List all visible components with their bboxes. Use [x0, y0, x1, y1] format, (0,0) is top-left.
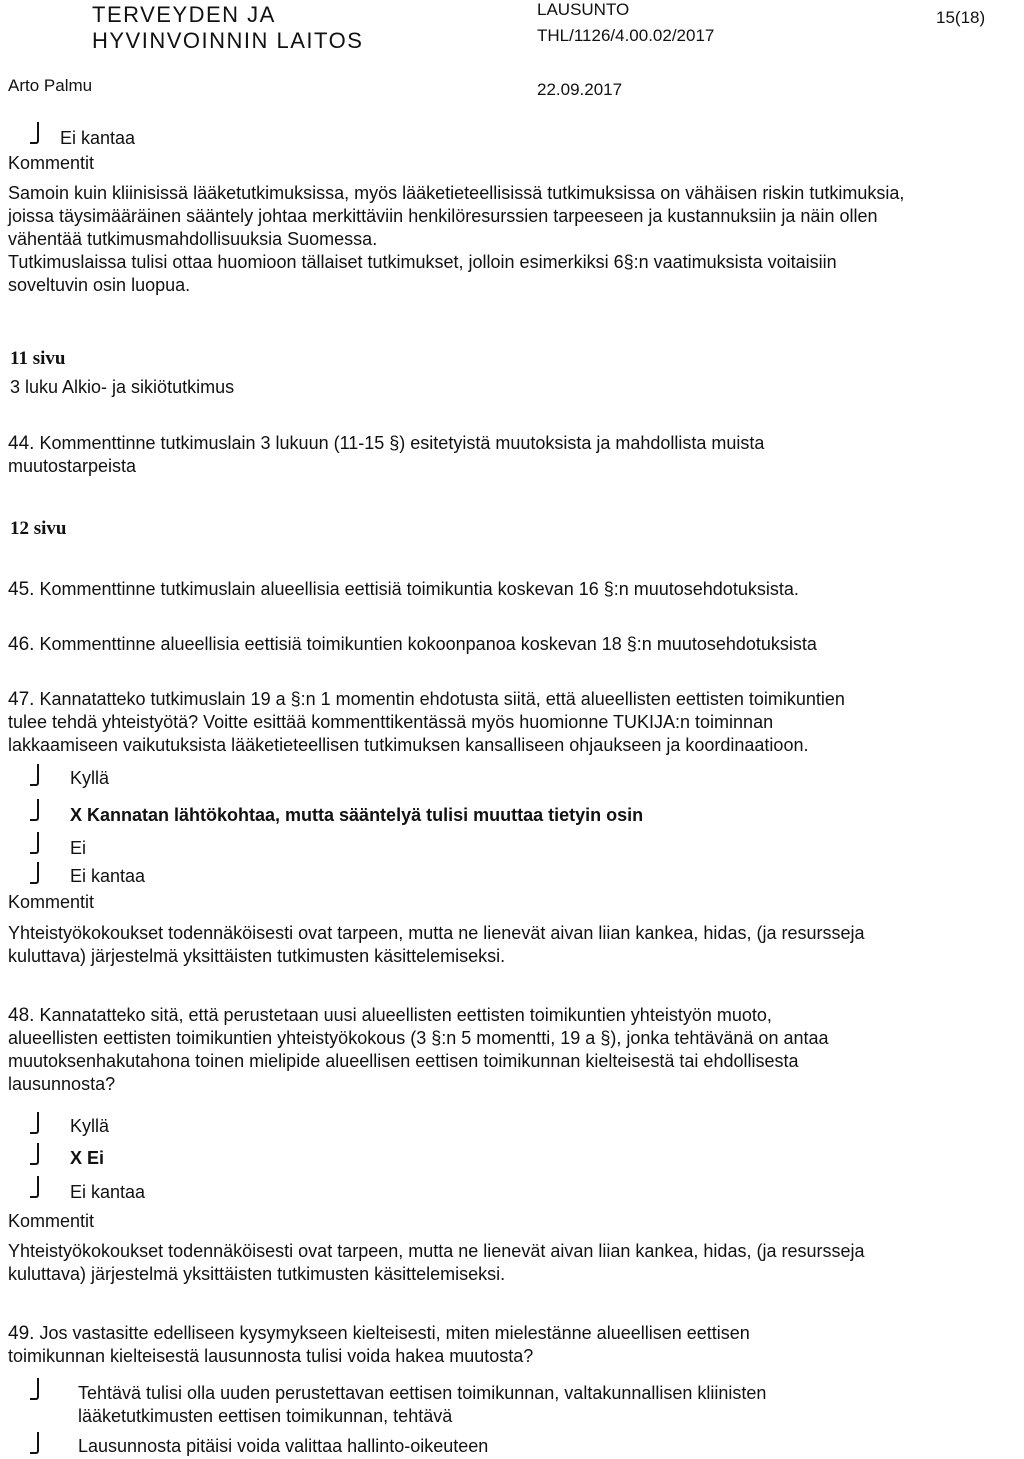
page-number: 15(18) [936, 8, 986, 27]
comment-label: Kommentit [8, 153, 95, 173]
organization-name [92, 2, 363, 54]
question-text: tulee tehdä yhteistyötä? Voitte esittää kommenttikentässä myös huomionne TUKIJA:n toiminnan [8, 712, 774, 732]
option-label: Kyllä [70, 1116, 110, 1136]
question-text: muutoksenhakutahona toinen mielipide alueellisen eettisen toimikunnan kielteisestä tai ehdollisesta [8, 1051, 799, 1071]
comment-line: kuluttava) järjestelmä yksittäisten tutkimusten käsittelemiseksi. [8, 1264, 506, 1284]
option-label: Tehtävä tulisi olla uuden perustettavan eettisen toimikunnan, valtakunnallisen kliinisten [78, 1383, 767, 1403]
option-label: Ei kantaa [70, 866, 146, 886]
checkbox-ei-kantaa[interactable] [30, 1176, 39, 1198]
question-number: 49. [8, 1323, 35, 1344]
comment-intro [8, 182, 1012, 297]
option-label: Ei kantaa [70, 1182, 146, 1202]
checkbox-kannatan-osin[interactable] [30, 799, 39, 821]
question-text: muutostarpeista [8, 456, 137, 476]
question-number: 45. [8, 579, 35, 600]
option-label: Ei [70, 838, 87, 858]
option-label: Ei kantaa [60, 128, 136, 148]
comment-47 [8, 922, 1012, 968]
question-44 [8, 432, 1012, 478]
comment-line: Yhteistyökokoukset todennäköisesti ovat tarpeen, mutta ne lienevät aivan liian kankea, hidas, (ja resursseja [8, 1241, 865, 1261]
checkbox-ei-kantaa[interactable] [30, 862, 39, 884]
option-label-selected: X Kannatan lähtökohtaa, mutta sääntelyä tulisi muuttaa tietyin osin [70, 805, 644, 825]
checkbox-ei[interactable] [30, 1143, 39, 1165]
checkbox-ei[interactable] [30, 832, 39, 854]
chapter-heading: 3 luku Alkio- ja sikiötutkimus [10, 377, 235, 397]
checkbox-kylla[interactable] [30, 764, 39, 786]
question-text: lausunnosta? [8, 1074, 116, 1094]
comment-line: joissa täysimääräinen sääntely johtaa merkittäviin henkilöresurssien tarpeeseen ja kustannuksiin ja näin ollen [8, 206, 878, 226]
question-48 [8, 1004, 1012, 1096]
org-line-1: TERVEYDEN JA [92, 2, 276, 27]
question-text: alueellisten eettisten toimikuntien yhteistyökokous (3 §:n 5 momentti, 19 a §), jonka tehtävänä on antaa [8, 1028, 829, 1048]
checkbox-kylla[interactable] [30, 1112, 39, 1134]
question-text: Jos vastasitte edelliseen kysymykseen kielteisesti, miten mielestänne alueellisen eettisen [39, 1323, 750, 1343]
comment-line: Yhteistyökokoukset todennäköisesti ovat tarpeen, mutta ne lienevät aivan liian kankea, hidas, (ja resursseja [8, 923, 865, 943]
question-text: Kommenttinne tutkimuslain alueellisia eettisiä toimikuntia koskevan 16 §:n muutosehdotuksista. [39, 579, 799, 599]
question-47 [8, 688, 1012, 757]
comment-label: Kommentit [8, 892, 95, 912]
question-45 [8, 578, 1012, 601]
comment-line: Samoin kuin kliinisissä lääketutkimuksissa, myös lääketieteellisissä tutkimuksissa on vähäisen riskin tutkimuksia, [8, 183, 905, 203]
question-text: Kannatatteko tutkimuslain 19 a §:n 1 momentin ehdotusta siitä, että alueellisten eettisten toimikuntien [39, 689, 845, 709]
document-reference: THL/1126/4.00.02/2017 [537, 26, 715, 45]
checkbox-option-administrative-court[interactable] [30, 1432, 39, 1454]
question-text: lakkaamiseen vaikutuksista lääketieteellisen tutkimuksen kansalliseen ohjaukseen ja koordinaatioon. [8, 735, 809, 755]
document-date: 22.09.2017 [537, 80, 623, 99]
comment-label: Kommentit [8, 1211, 95, 1231]
option-new-committee [78, 1382, 766, 1428]
question-text: Kommenttinne alueellisia eettisiä toimikuntien kokoonpanoa koskevan 18 §:n muutosehdotuksista [39, 634, 817, 654]
question-49 [8, 1322, 1012, 1368]
comment-line: vähentää tutkimusmahdollisuuksia Suomessa. [8, 229, 378, 249]
question-number: 46. [8, 634, 35, 655]
checkbox-option-new-committee[interactable] [30, 1378, 39, 1400]
author-name: Arto Palmu [8, 76, 93, 95]
comment-48 [8, 1240, 1012, 1286]
comment-line: soveltuvin osin luopua. [8, 275, 191, 295]
comment-line: Tutkimuslaissa tulisi ottaa huomioon tällaiset tutkimukset, jolloin esimerkiksi 6§:n vaatimuksista voitaisiin [8, 252, 837, 272]
section-page-11: 11 sivu [10, 348, 66, 369]
option-label: lääketutkimusten eettisen toimikunnan, tehtävä [78, 1406, 453, 1426]
question-number: 48. [8, 1005, 35, 1026]
option-label-selected: X Ei [70, 1148, 105, 1168]
question-text: Kommenttinne tutkimuslain 3 lukuun (11-15 §) esitetyistä muutoksista ja mahdollista muista [39, 433, 765, 453]
question-text: Kannatatteko sitä, että perustetaan uusi alueellisten eettisten toimikuntien yhteistyön muoto, [39, 1005, 772, 1025]
option-label: Kyllä [70, 768, 110, 788]
question-number: 44. [8, 433, 35, 454]
comment-line: kuluttava) järjestelmä yksittäisten tutkimusten käsittelemiseksi. [8, 946, 506, 966]
question-text: toimikunnan kielteisestä lausunnosta tulisi voida hakea muutosta? [8, 1346, 534, 1366]
question-number: 47. [8, 689, 35, 710]
checkbox-ei-kantaa-top[interactable] [30, 122, 39, 144]
org-line-2: HYVINVOINNIN LAITOS [92, 28, 364, 53]
document-type: LAUSUNTO [537, 0, 630, 19]
question-46 [8, 633, 1012, 656]
section-page-12: 12 sivu [10, 518, 67, 539]
option-label: Lausunnosta pitäisi voida valittaa hallinto-oikeuteen [78, 1436, 489, 1456]
